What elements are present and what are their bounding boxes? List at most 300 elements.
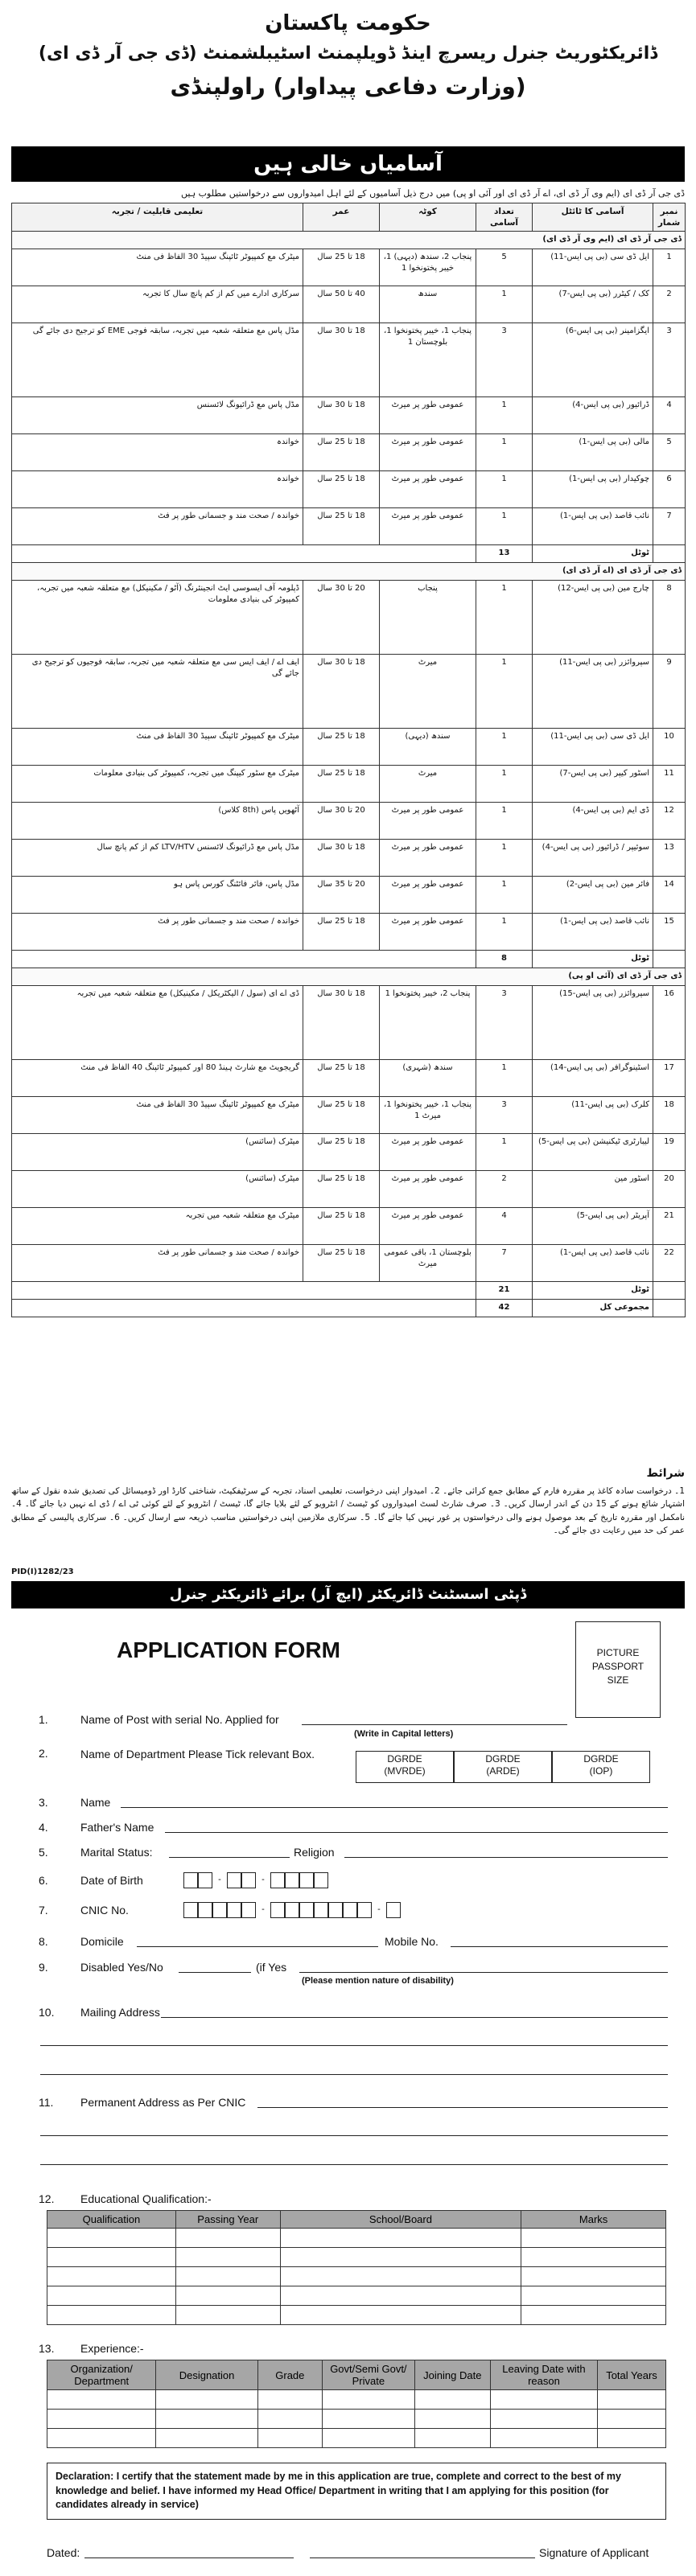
experience-row-cell[interactable]: [414, 2429, 490, 2448]
experience-row-cell[interactable]: [598, 2410, 666, 2429]
experience-row-cell[interactable]: [490, 2410, 597, 2429]
post-qualification: خواندہ / صحت مند و جسمانی طور پر فٹ: [12, 914, 303, 951]
declaration-box: [47, 2463, 666, 2520]
post-field[interactable]: [302, 1714, 567, 1725]
mailing-address-field-3[interactable]: [40, 2064, 668, 2075]
dob-digit-box[interactable]: [314, 1872, 328, 1888]
post-title: ایگزامینر (بی پی ایس-6): [533, 323, 653, 397]
mailing-address-field-1[interactable]: [161, 2007, 668, 2018]
post-age: 18 تا 25 سال: [303, 1208, 380, 1245]
education-row-cell[interactable]: [280, 2229, 521, 2248]
post-quota: سندھ (دیہی): [380, 729, 476, 766]
experience-row-cell[interactable]: [414, 2410, 490, 2429]
serial-no: 4: [653, 397, 686, 434]
cnic-digit-box[interactable]: [299, 1902, 314, 1918]
cnic-digit-box[interactable]: [328, 1902, 343, 1918]
experience-row-cell[interactable]: [598, 2390, 666, 2410]
total-label: ٹوٹل: [533, 1282, 653, 1300]
serial-no: 8: [653, 581, 686, 655]
q5-number: 5.: [39, 1846, 48, 1859]
permanent-address-field-2[interactable]: [40, 2125, 668, 2136]
cnic-digit-box[interactable]: [241, 1902, 256, 1918]
exp-col-total-years: Total Years: [598, 2360, 666, 2390]
photo-label-1: PICTURE: [596, 1647, 640, 1658]
post-title: نائب قاصد (بی پی ایس-1): [533, 914, 653, 951]
serial-no: 15: [653, 914, 686, 951]
post-count: 7: [476, 1245, 533, 1282]
post-qualification: ایف اے / ایف ایس سی مع متعلقہ شعبہ میں تجربہ، سابقہ فوجیوں کو ترجیح دی جائے گی: [12, 655, 303, 729]
photo-box: [575, 1621, 661, 1718]
declaration-text: I certify that the statement made by me in this application are true, complete and correct to the best of my knowledge and belief. I have informed my Head Office/ Department in writing that I am applying for this position (for candidates already in service): [56, 2471, 621, 2510]
mailing-address-label: Mailing Address: [80, 2006, 160, 2019]
experience-row-cell[interactable]: [323, 2429, 415, 2448]
department-box-arde[interactable]: [454, 1751, 552, 1783]
post-qualification: خواندہ: [12, 434, 303, 471]
post-age: 18 تا 25 سال: [303, 766, 380, 803]
marital-status-field[interactable]: [169, 1847, 290, 1858]
department-arde-line1: DGRDE: [485, 1753, 521, 1765]
post-quota: میرٹ: [380, 655, 476, 729]
post-quota: میرٹ: [380, 766, 476, 803]
post-title: چارج مین (بی پی ایس-12): [533, 581, 653, 655]
application-form: [0, 1617, 696, 2576]
mailing-address-field-2[interactable]: [40, 2035, 668, 2046]
q3-number: 3.: [39, 1796, 48, 1809]
mobile-label: Mobile No.: [385, 1935, 439, 1948]
post-age: 18 تا 25 سال: [303, 1097, 380, 1134]
post-quota: عمومی طور پر میرٹ: [380, 1134, 476, 1171]
serial-no: 21: [653, 1208, 686, 1245]
q6-number: 6.: [39, 1874, 48, 1887]
post-quota: پنجاب 2، خیبر پختونخوا 1: [380, 986, 476, 1060]
q1-number: 1.: [39, 1713, 48, 1726]
capital-letters-hint: (Write in Capital letters): [354, 1729, 454, 1739]
education-row-cell[interactable]: [175, 2306, 280, 2325]
post-age: 18 تا 25 سال: [303, 1060, 380, 1097]
post-age: 18 تا 30 سال: [303, 323, 380, 397]
intro-text: ڈی جی آر ڈی ای (ایم وی آر ڈی ای، اے آر ڈی ای اور آئی او پی) میں درج ذیل آسامیوں کے لئے اہل امیدواروں سے درخواستیں مطلوب ہیں: [181, 188, 685, 199]
education-row-cell[interactable]: [521, 2286, 666, 2306]
serial-no: 19: [653, 1134, 686, 1171]
post-quota: بلوچستان 1، باقی عمومی میرٹ: [380, 1245, 476, 1282]
exp-col-joining-date: Joining Date: [414, 2360, 490, 2390]
experience-row-cell[interactable]: [257, 2410, 322, 2429]
education-row-cell[interactable]: [47, 2248, 176, 2267]
post-count: 1: [476, 1134, 533, 1171]
department-iop-line1: DGRDE: [583, 1753, 619, 1765]
photo-label-3: SIZE: [607, 1674, 629, 1686]
exp-col-designation: Designation: [156, 2360, 257, 2390]
education-label: Educational Qualification:-: [80, 2192, 212, 2205]
experience-label: Experience:-: [80, 2342, 144, 2355]
department-mvrde-line2: (MVRDE): [384, 1765, 426, 1777]
pid-number: PID(I)1282/23: [11, 1567, 74, 1576]
post-qualification: میٹرک مع سٹور کیپنگ میں تجربہ، کمپیوٹر کی بنیادی معلومات: [12, 766, 303, 803]
disability-nature-field[interactable]: [299, 1962, 668, 1973]
post-age: 18 تا 30 سال: [303, 655, 380, 729]
post-qualification: میٹرک مع کمپیوٹر ٹائپنگ سپیڈ 30 الفاظ فی منٹ: [12, 1097, 303, 1134]
post-quota: پنجاب 1، خیبر پختونخوا 1، بلوچستان 1: [380, 323, 476, 397]
post-qualification: سرکاری ادارے میں کم از کم پانچ سال کا تجربہ: [12, 286, 303, 323]
experience-row-cell[interactable]: [156, 2410, 257, 2429]
dob-separator: -: [262, 1875, 265, 1884]
education-header-row: [47, 2211, 666, 2229]
dob-digit-box[interactable]: [227, 1872, 241, 1888]
department-label: Name of Department Please Tick relevant Box.: [80, 1748, 315, 1760]
cnic-separator: -: [262, 1904, 265, 1914]
post-age: 18 تا 25 سال: [303, 434, 380, 471]
post-title: ڈی ایم (بی پی ایس-4): [533, 803, 653, 840]
post-count: 1: [476, 508, 533, 545]
domicile-field[interactable]: [137, 1936, 378, 1947]
col-qualification: تعلیمی قابلیت / تجربہ: [12, 203, 303, 232]
serial-no: 13: [653, 840, 686, 877]
section-total-row: [12, 545, 686, 563]
vacancy-row: [12, 986, 686, 1060]
education-row: [47, 2229, 666, 2248]
department-iop-line2: (IOP): [589, 1765, 613, 1777]
experience-row-cell[interactable]: [490, 2429, 597, 2448]
post-quota: سندھ (شہری): [380, 1060, 476, 1097]
post-count: 1: [476, 803, 533, 840]
dob-separator: -: [218, 1875, 221, 1884]
post-age: 18 تا 25 سال: [303, 471, 380, 508]
post-title: کک / کیٹرر (بی پی ایس-7): [533, 286, 653, 323]
post-title: نائب قاصد (بی پی ایس-1): [533, 1245, 653, 1282]
experience-row-cell[interactable]: [47, 2390, 156, 2410]
blank-cell: [12, 1300, 476, 1317]
section-total-row: [12, 951, 686, 968]
education-row-cell[interactable]: [175, 2248, 280, 2267]
vacancy-row: [12, 1097, 686, 1134]
father-name-label: Father's Name: [80, 1821, 154, 1834]
cnic-digit-box[interactable]: [270, 1902, 285, 1918]
serial-no: 16: [653, 986, 686, 1060]
permanent-address-field-1[interactable]: [257, 2097, 668, 2108]
blank-cell: [12, 545, 476, 563]
post-qualification: میٹرک مع کمپیوٹر ٹائپنگ سپیڈ 30 الفاظ فی منٹ: [12, 729, 303, 766]
post-count: 1: [476, 286, 533, 323]
post-quota: عمومی طور پر میرٹ: [380, 508, 476, 545]
cnic-separator: -: [377, 1904, 381, 1914]
cnic-digit-box[interactable]: [212, 1902, 227, 1918]
department-box-iop[interactable]: [552, 1751, 650, 1783]
blank-cell: [12, 1282, 476, 1300]
post-count: 1: [476, 471, 533, 508]
post-count: 1: [476, 729, 533, 766]
experience-row-cell[interactable]: [323, 2410, 415, 2429]
cnic-digit-box[interactable]: [343, 1902, 357, 1918]
education-row-cell[interactable]: [47, 2267, 176, 2286]
name-field[interactable]: [121, 1797, 668, 1808]
post-age: 18 تا 30 سال: [303, 986, 380, 1060]
serial-no: 12: [653, 803, 686, 840]
exp-col-organization: Organization/ Department: [47, 2360, 156, 2390]
dob-digit-box[interactable]: [285, 1872, 299, 1888]
dob-digit-box[interactable]: [241, 1872, 256, 1888]
education-row-cell[interactable]: [521, 2248, 666, 2267]
post-quota: عمومی طور پر میرٹ: [380, 1171, 476, 1208]
post-count: 1: [476, 397, 533, 434]
experience-table: [47, 2360, 666, 2448]
post-title: فائر مین (بی پی ایس-2): [533, 877, 653, 914]
post-count: 1: [476, 655, 533, 729]
experience-row-cell[interactable]: [598, 2429, 666, 2448]
post-age: 20 تا 30 سال: [303, 803, 380, 840]
grand-total-label: مجموعی کل: [533, 1300, 653, 1317]
name-label: Name: [80, 1796, 111, 1809]
ministry-title: (وزارت دفاعی پیداوار) راولپنڈی: [170, 73, 526, 100]
education-row-cell[interactable]: [47, 2229, 176, 2248]
education-row-cell[interactable]: [521, 2267, 666, 2286]
department-box-mvrde[interactable]: [356, 1751, 454, 1783]
section-total: 8: [476, 951, 533, 968]
section-row: [12, 563, 686, 581]
total-label: ٹوٹل: [533, 951, 653, 968]
experience-header-row: [47, 2360, 666, 2390]
cnic-digit-box[interactable]: [227, 1902, 241, 1918]
post-title: سپروائزر (بی پی ایس-11): [533, 655, 653, 729]
post-age: 20 تا 30 سال: [303, 581, 380, 655]
post-quota: سندھ: [380, 286, 476, 323]
signature-label: Signature of Applicant: [539, 2546, 649, 2559]
post-qualification: ڈپلومہ آف ایسوسی ایٹ انجینئرنگ (آٹو / مکینیکل) مع متعلقہ شعبہ میں تجربہ، کمپیوٹر کی بنیادی معلومات: [12, 581, 303, 655]
post-quota: عمومی طور پر میرٹ: [380, 840, 476, 877]
experience-row-cell[interactable]: [257, 2429, 322, 2448]
serial-no: 20: [653, 1171, 686, 1208]
vacancy-row: [12, 249, 686, 286]
education-row-cell[interactable]: [280, 2306, 521, 2325]
domicile-label: Domicile: [80, 1935, 124, 1948]
post-count: 3: [476, 1097, 533, 1134]
serial-no: 10: [653, 729, 686, 766]
post-age: 20 تا 35 سال: [303, 877, 380, 914]
post-title: اسٹور کیپر (بی پی ایس-7): [533, 766, 653, 803]
exp-col-grade: Grade: [257, 2360, 322, 2390]
serial-no: 1: [653, 249, 686, 286]
post-qualification: گریجویٹ مع شارٹ ہینڈ 80 اور کمپیوٹر ٹائپنگ 40 الفاظ فی منٹ: [12, 1060, 303, 1097]
experience-row-cell[interactable]: [414, 2390, 490, 2410]
vacancy-row: [12, 508, 686, 545]
post-title: ایل ڈی سی (بی پی ایس-11): [533, 729, 653, 766]
section-total-row: [12, 1282, 686, 1300]
cnic-digit-box[interactable]: [198, 1902, 212, 1918]
education-row: [47, 2286, 666, 2306]
mobile-field[interactable]: [451, 1936, 668, 1947]
post-age: 18 تا 25 سال: [303, 1134, 380, 1171]
grand-total: 42: [476, 1300, 533, 1317]
total-label: ٹوٹل: [533, 545, 653, 563]
vacancy-row: [12, 1134, 686, 1171]
experience-row-cell[interactable]: [47, 2410, 156, 2429]
experience-row-cell[interactable]: [323, 2390, 415, 2410]
cnic-digit-box[interactable]: [386, 1902, 401, 1918]
declaration-label: Declaration:: [56, 2471, 114, 2482]
dob-digit-box[interactable]: [299, 1872, 314, 1888]
serial-no: 14: [653, 877, 686, 914]
education-row-cell[interactable]: [47, 2306, 176, 2325]
cnic-digit-box[interactable]: [357, 1902, 372, 1918]
education-row: [47, 2248, 666, 2267]
terms-text: 1۔ درخواست سادہ کاغذ پر مقررہ فارم کے مطابق جمع کرائی جائے۔ 2۔ امیدوار اپنی درخواست، تعلیمی اسناد، تجربہ کے سرٹیفکیٹ، شناختی کارڈ اور ڈومیسائل کی تصدیق شدہ نقول کے ساتھ اشتہار شائع ہونے کے 15 دن کے اندر ارسال کریں۔ 3۔ صرف شارٹ لسٹ امیدواروں کو ٹیسٹ / انٹرویو کے لئے بلایا جائے گا، ٹیسٹ / انٹرویو کے لئے کوئی ٹی اے / ڈی اے نہیں دیا جائے گا۔ 4۔ نامکمل اور مقررہ تاریخ کے بعد موصول ہونے والی درخواستوں پر غور نہیں کیا جائے گا۔ 5۔ سرکاری ملازمین اپنی درخواستیں مناسب ذریعہ سے ارسال کریں۔ 6۔ سرکاری پالیسی کے مطابق عمر کی حد میں رعایت دی جائے گی۔: [11, 1486, 686, 1535]
post-title: اسٹینوگرافر (بی پی ایس-14): [533, 1060, 653, 1097]
post-qualification: ڈی اے ای (سول / الیکٹریکل / مکینیکل) مع متعلقہ شعبہ میں تجربہ: [12, 986, 303, 1060]
section-total: 21: [476, 1282, 533, 1300]
experience-row: [47, 2390, 666, 2410]
vacancy-row: [12, 914, 686, 951]
col-serial: نمبر شمار: [653, 203, 686, 232]
dated-label: Dated:: [47, 2546, 80, 2559]
experience-row-cell[interactable]: [257, 2390, 322, 2410]
post-qualification: مڈل پاس مع متعلقہ شعبہ میں تجربہ، سابقہ فوجی EME کو ترجیح دی جائے گی: [12, 323, 303, 397]
education-row-cell[interactable]: [280, 2248, 521, 2267]
post-qualification: میٹرک مع کمپیوٹر ٹائپنگ سپیڈ 30 الفاظ فی منٹ: [12, 249, 303, 286]
post-age: 18 تا 30 سال: [303, 397, 380, 434]
dob-digit-box[interactable]: [270, 1872, 285, 1888]
post-qualification: میٹرک (سائنس): [12, 1134, 303, 1171]
cnic-digit-box[interactable]: [285, 1902, 299, 1918]
post-quota: عمومی طور پر میرٹ: [380, 877, 476, 914]
department-arde-line2: (ARDE): [486, 1765, 520, 1777]
post-qualification: خواندہ: [12, 471, 303, 508]
post-quota: عمومی طور پر میرٹ: [380, 471, 476, 508]
post-quota: پنجاب 2، سندھ (دیہی) 1، خیبر پختونخوا 1: [380, 249, 476, 286]
section-title: ڈی جی آر ڈی ای (آئی او پی): [12, 968, 686, 986]
post-title: آپریٹر (بی پی ایس-5): [533, 1208, 653, 1245]
post-quota: عمومی طور پر میرٹ: [380, 397, 476, 434]
post-qualification: خواندہ / صحت مند و جسمانی طور پر فٹ: [12, 508, 303, 545]
father-name-field[interactable]: [165, 1822, 668, 1833]
serial-no: 11: [653, 766, 686, 803]
post-quota: پنجاب 1، خیبر پختونخوا 1، میرٹ 1: [380, 1097, 476, 1134]
post-qualification: مڈل پاس، فائر فائٹنگ کورس پاس ہو: [12, 877, 303, 914]
education-row-cell[interactable]: [280, 2286, 521, 2306]
experience-row: [47, 2410, 666, 2429]
vacancy-row: [12, 397, 686, 434]
education-row-cell[interactable]: [175, 2267, 280, 2286]
post-quota: عمومی طور پر میرٹ: [380, 914, 476, 951]
post-age: 18 تا 25 سال: [303, 1171, 380, 1208]
religion-label: Religion: [294, 1846, 335, 1859]
education-row-cell[interactable]: [280, 2267, 521, 2286]
education-row-cell[interactable]: [521, 2306, 666, 2325]
post-count: 4: [476, 1208, 533, 1245]
experience-row-cell[interactable]: [156, 2390, 257, 2410]
vacancy-row: [12, 1208, 686, 1245]
serial-no: 5: [653, 434, 686, 471]
post-title: لیبارٹری ٹیکنیشن (بی پی ایس-5): [533, 1134, 653, 1171]
serial-no: 7: [653, 508, 686, 545]
section-title: ڈی جی آر ڈی ای (اے آر ڈی ای): [12, 563, 686, 581]
photo-label-2: PASSPORT: [591, 1660, 645, 1672]
education-row: [47, 2306, 666, 2325]
post-age: 18 تا 25 سال: [303, 729, 380, 766]
permanent-address-field-3[interactable]: [40, 2154, 668, 2165]
vacancy-table: [11, 203, 686, 1317]
experience-row-cell[interactable]: [47, 2429, 156, 2448]
exp-col-leaving-date: Leaving Date with reason: [490, 2360, 597, 2390]
post-quota: پنجاب: [380, 581, 476, 655]
vacancy-row: [12, 581, 686, 655]
education-row-cell[interactable]: [521, 2229, 666, 2248]
post-title: کلرک (بی پی ایس-11): [533, 1097, 653, 1134]
post-count: 1: [476, 434, 533, 471]
post-title: چوکیدار (بی پی ایس-1): [533, 471, 653, 508]
vacancy-row: [12, 840, 686, 877]
post-title: ڈرائیور (بی پی ایس-4): [533, 397, 653, 434]
serial-no: 9: [653, 655, 686, 729]
experience-row-cell[interactable]: [156, 2429, 257, 2448]
q9-number: 9.: [39, 1961, 48, 1974]
post-age: 18 تا 25 سال: [303, 1245, 380, 1282]
vacancies-banner: آسامیاں خالی ہیں: [11, 146, 685, 182]
serial-no: 6: [653, 471, 686, 508]
vacancy-row: [12, 471, 686, 508]
cnic-digit-box[interactable]: [314, 1902, 328, 1918]
dob-digit-box[interactable]: [183, 1872, 198, 1888]
post-quota: عمومی طور پر میرٹ: [380, 1208, 476, 1245]
post-quota: عمومی طور پر میرٹ: [380, 434, 476, 471]
post-count: 1: [476, 581, 533, 655]
disabled-field[interactable]: [179, 1962, 251, 1973]
post-title: نائب قاصد (بی پی ایس-1): [533, 508, 653, 545]
cnic-digit-box[interactable]: [183, 1902, 198, 1918]
experience-row-cell[interactable]: [490, 2390, 597, 2410]
serial-no: 22: [653, 1245, 686, 1282]
post-qualification: میٹرک (سائنس): [12, 1171, 303, 1208]
dob-digit-box[interactable]: [198, 1872, 212, 1888]
ad-header: [0, 11, 696, 100]
section-title: ڈی جی آر ڈی ای (ایم وی آر ڈی ای): [12, 232, 686, 249]
serial-no: 18: [653, 1097, 686, 1134]
blank-cell: [653, 1282, 686, 1300]
blank-cell: [653, 1300, 686, 1317]
vacancy-row: [12, 766, 686, 803]
education-row-cell[interactable]: [47, 2286, 176, 2306]
education-row-cell[interactable]: [175, 2229, 280, 2248]
dated-field[interactable]: [84, 2547, 294, 2558]
edu-col-school-board: School/Board: [280, 2211, 521, 2229]
post-qualification: مڈل پاس مع ڈرائیونگ لائسنس: [12, 397, 303, 434]
religion-field[interactable]: [344, 1847, 668, 1858]
vacancy-row: [12, 803, 686, 840]
if-yes-label: (if Yes: [256, 1961, 287, 1974]
disability-hint: (Please mention nature of disability): [302, 1976, 454, 1986]
signature-field[interactable]: [310, 2547, 535, 2558]
vacancy-row: [12, 729, 686, 766]
serial-no: 17: [653, 1060, 686, 1097]
post-title: ایل ڈی سی (بی پی ایس-11): [533, 249, 653, 286]
post-count: 3: [476, 986, 533, 1060]
post-title: سوئیپر / ڈرائیور (بی پی ایس-4): [533, 840, 653, 877]
organization-title: ڈائریکٹوریٹ جنرل ریسرچ اینڈ ڈویلپمنٹ اسٹیبلشمنٹ (ڈی جی آر ڈی ای): [38, 43, 658, 64]
serial-no: 2: [653, 286, 686, 323]
q4-number: 4.: [39, 1821, 48, 1834]
disabled-label: Disabled Yes/No: [80, 1961, 163, 1974]
post-age: 18 تا 25 سال: [303, 508, 380, 545]
post-label: Name of Post with serial No. Applied for: [80, 1713, 279, 1726]
vacancy-row: [12, 655, 686, 729]
post-title: مالی (بی پی ایس-1): [533, 434, 653, 471]
post-count: 5: [476, 249, 533, 286]
education-row: [47, 2267, 666, 2286]
education-row-cell[interactable]: [175, 2286, 280, 2306]
blank-cell: [653, 951, 686, 968]
post-age: 40 تا 50 سال: [303, 286, 380, 323]
q12-number: 12.: [39, 2192, 55, 2205]
section-row: [12, 232, 686, 249]
col-count: تعداد آسامی: [476, 203, 533, 232]
